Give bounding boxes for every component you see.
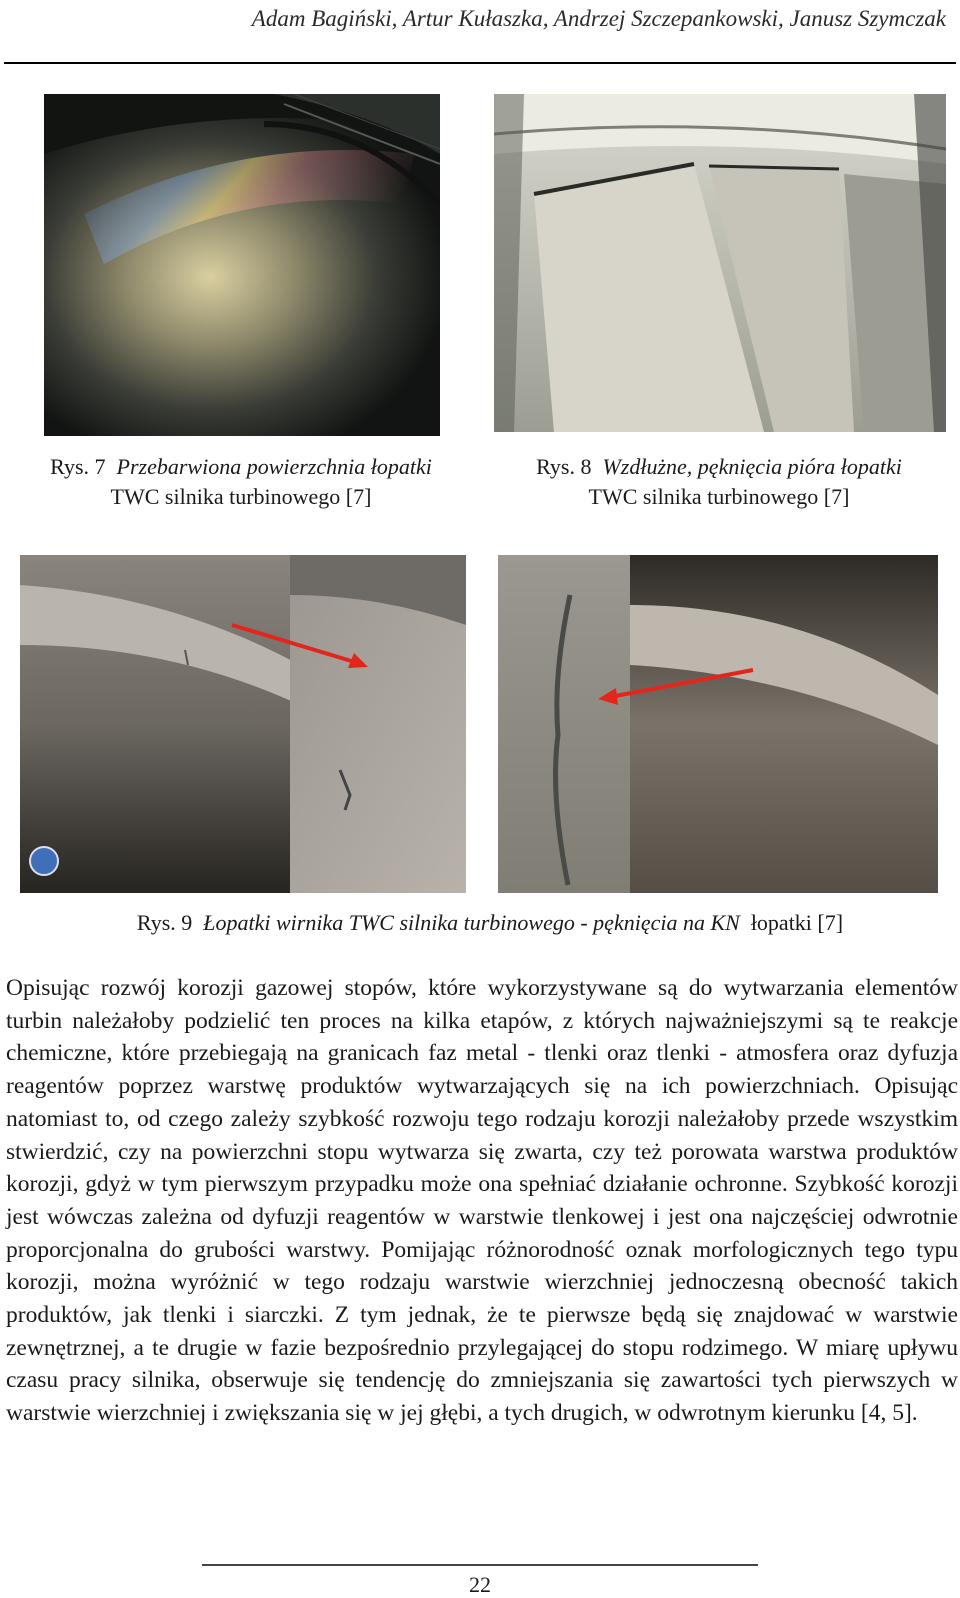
figure-9-title: Łopatki wirnika TWC silnika turbinowego - pęknięcia na KN [203,910,740,935]
figure-8-photo [494,94,946,432]
figure-7-title: Przebarwiona powierzchnia łopatki [116,454,432,479]
figure-7-subtitle: TWC silnika turbinowego [7] [110,484,372,509]
header-divider [4,62,956,64]
figure-8-title: Wzdłużne, pęknięcia pióra łopatki [602,454,902,479]
body-paragraph: Opisując rozwój korozji gazowej stopów, które wykorzystywane są do wytwarzania elementów turbin należałoby podzielić ten proces na kilka etapów, z których najważniejszymi są te reakcje chemiczne, które przebiegają na granicach faz metal - tlenki oraz tlenki - atmosfera oraz dyfuzja reagentów poprzez warstwę produktów wytwarzających się na ich powierzchniach. Opisując natomiast to, od czego zależy szybkość rozwoju tego rodzaju korozji należałoby przede wszystkim stwierdzić, czy na powierzchni stopu wytwarza się zwarta, czy też porowata warstwa produktów korozji, gdyż w tym pierwszym przypadku może ona spełniać działanie ochronne. Szybkość korozji jest wówczas zależna od dyfuzji reagentów w warstwie tlenkowej i jest ona najczęściej odwrotnie proporcjonalna do grubości warstwy. Pomijając różnorodność oznak morfologicznych tego typu korozji, można wyróżnić w tego rodzaju warstwie wierzchniej jednoczesną obecność takich produktów, jak tlenki i siarczki. Z tym jednak, że te pierwsze będą się znajdować w warstwie zewnętrznej, a te drugie w fazie bezpośrednio przylegającej do stopu rodzimego. W miarę upływu czasu pracy silnika, obserwuje się tendencję do zmniejszania się zawartości tych pierwszych w warstwie wierzchniej i zwiększania się w jej głębi, a tych drugich, w odwrotnym kierunku [4, 5]. [6,975,958,1427]
figure-9-right-photo [498,555,938,893]
figure-8-subtitle: TWC silnika turbinowego [7] [588,484,850,509]
figure-7-photo [44,94,440,436]
figure-8-number: Rys. 8 [536,454,592,479]
figure-9-number: Rys. 9 [136,910,193,935]
figure-7-number: Rys. 7 [50,454,106,479]
figure-7-caption [16,452,466,512]
running-header-authors: Adam Bagiński, Artur Kułaszka, Andrzej Szczepankowski, Janusz Szymczak [251,6,946,31]
figure-9-suffix: łopatki [7] [750,910,844,935]
figure-8-caption [494,452,944,512]
figure-9-left-photo [20,555,466,893]
footer-divider [202,1564,758,1566]
figure-9-caption [60,908,920,938]
page-number: 22 [469,1572,491,1597]
ge-logo-icon [30,847,58,875]
